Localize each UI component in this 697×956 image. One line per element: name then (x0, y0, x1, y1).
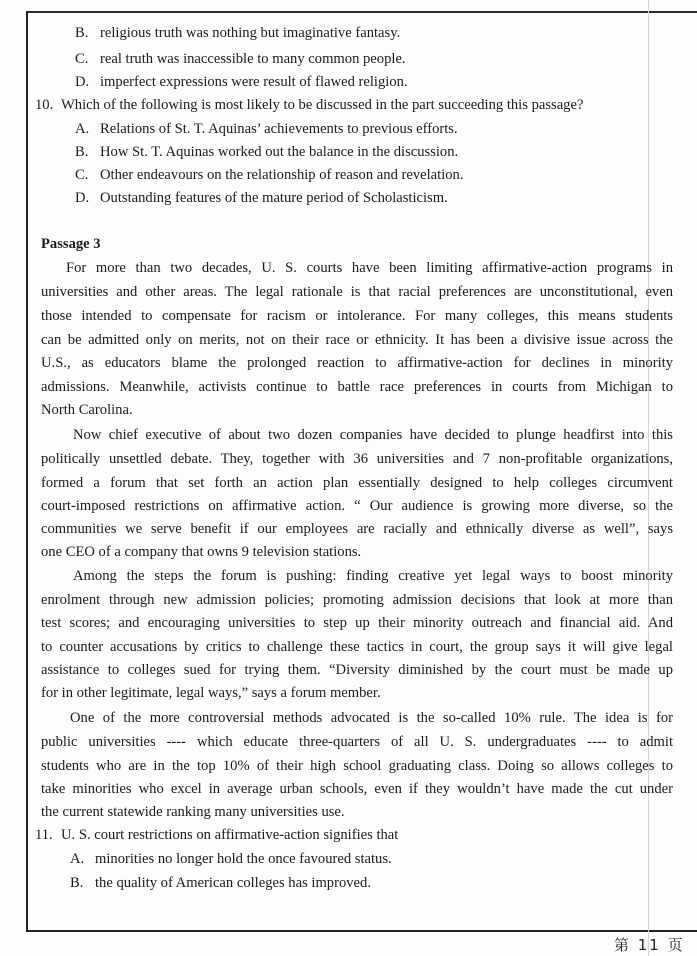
option-text: Outstanding features of the mature period of Scholasticism. (100, 190, 448, 206)
q10-stem (35, 96, 583, 114)
q11-stem (35, 826, 398, 844)
passage-title: Passage 3 (41, 236, 101, 252)
option-letter: B. (70, 875, 84, 891)
passage-line: universities and other areas. The legal rationale is that racial preferences are unconstitutional, even (41, 284, 673, 300)
passage-line: public universities ---- which educate three-quarters of all U. S. undergraduates ---- to admit (41, 734, 673, 750)
passage-line: admissions. Meanwhile, activists continue to battle race preferences in courts from Michigan to (41, 379, 673, 395)
q9-option-d (75, 73, 408, 91)
option-letter: B. (75, 144, 89, 160)
passage-line: test scores; and encouraging universities to step up their minority outreach and financial aid. And (41, 615, 673, 631)
passage-line: those intended to compensate for racism or intolerance. For many colleges, this means students (41, 308, 673, 324)
q11-option-a (70, 850, 392, 868)
option-letter: D. (75, 74, 90, 90)
passage-line: Now chief executive of about two dozen companies have decided to plunge headfirst into this (73, 427, 673, 443)
question-text: U. S. court restrictions on affirmative-action signifies that (61, 827, 399, 843)
passage-line: to counter accusations by critics to challenge these tactics in court, the group says it will give legal (41, 639, 673, 655)
passage-line: formed a forum that set forth an action plan essentially designed to help colleges circumvent (41, 475, 673, 491)
passage-line: court-imposed restrictions on affirmative action. “ Our audience is growing more diverse, so the (41, 498, 673, 514)
option-letter: A. (70, 851, 85, 867)
q9-option-c (75, 50, 406, 68)
passage-line: one CEO of a company that owns 9 television stations. (41, 544, 362, 560)
q9-option-b (75, 24, 400, 42)
option-text: imperfect expressions were result of flawed religion. (100, 74, 408, 90)
option-text: the quality of American colleges has improved. (95, 875, 371, 891)
passage-line: U.S., as educators blame the prolonged reaction to affirmative-action for declines in minority (41, 355, 673, 371)
option-letter: C. (75, 51, 89, 67)
passage-line: Among the steps the forum is pushing: finding creative yet legal ways to boost minority (73, 568, 673, 584)
passage-line: enrolment through new admission policies; promoting admission decisions that look at more than (41, 592, 673, 608)
option-letter: C. (75, 167, 89, 183)
q10-option-b (75, 143, 458, 161)
passage-line: One of the more controversial methods advocated is the so-called 10% rule. The idea is for (70, 710, 673, 726)
option-letter: B. (75, 25, 89, 41)
question-number: 11. (35, 827, 53, 843)
q11-option-b (70, 874, 371, 892)
passage-line: can be admitted only on merits, not on their race or ethnicity. It has been a divisive issue across the (41, 332, 673, 348)
page-number: 第 11 页 (614, 936, 685, 954)
option-text: religious truth was nothing but imaginative fantasy. (100, 25, 401, 41)
q10-option-c (75, 166, 464, 184)
passage-line: politically unsettled debate. They, together with 36 universities and 7 non-profitable organizations, (41, 451, 673, 467)
passage-line: assistance to colleges sued for trying them. “Diversity diminished by the court must be made up (41, 662, 673, 678)
passage-line: North Carolina. (41, 402, 133, 418)
passage-line: the current statewide ranking many universities use. (41, 804, 345, 820)
passage-line: take minorities who excel in average urban schools, even if they wouldn’t have made the cut under (41, 781, 673, 797)
question-text: Which of the following is most likely to be discussed in the part succeeding this passage? (61, 97, 584, 113)
option-text: real truth was inaccessible to many common people. (100, 51, 406, 67)
passage-line: for in other legitimate, legal ways,” says a forum member. (41, 685, 381, 701)
passage-line: students who are in the top 10% of their high school graduating class. Doing so allows colleges to (41, 758, 673, 774)
passage-line: communities we serve benefit if our employees are racially and ethnically diverse as well”, says (41, 521, 673, 537)
passage-line: For more than two decades, U. S. courts have been limiting affirmative-action programs in (66, 260, 673, 276)
q10-option-a (75, 120, 458, 138)
q10-option-d (75, 189, 448, 207)
option-text: minorities no longer hold the once favoured status. (95, 851, 392, 867)
option-letter: D. (75, 190, 90, 206)
option-text: How St. T. Aquinas worked out the balance in the discussion. (100, 144, 459, 160)
option-text: Relations of St. T. Aquinas’ achievements to previous efforts. (100, 121, 458, 137)
option-text: Other endeavours on the relationship of reason and revelation. (100, 167, 464, 183)
option-letter: A. (75, 121, 90, 137)
question-number: 10. (35, 97, 54, 113)
